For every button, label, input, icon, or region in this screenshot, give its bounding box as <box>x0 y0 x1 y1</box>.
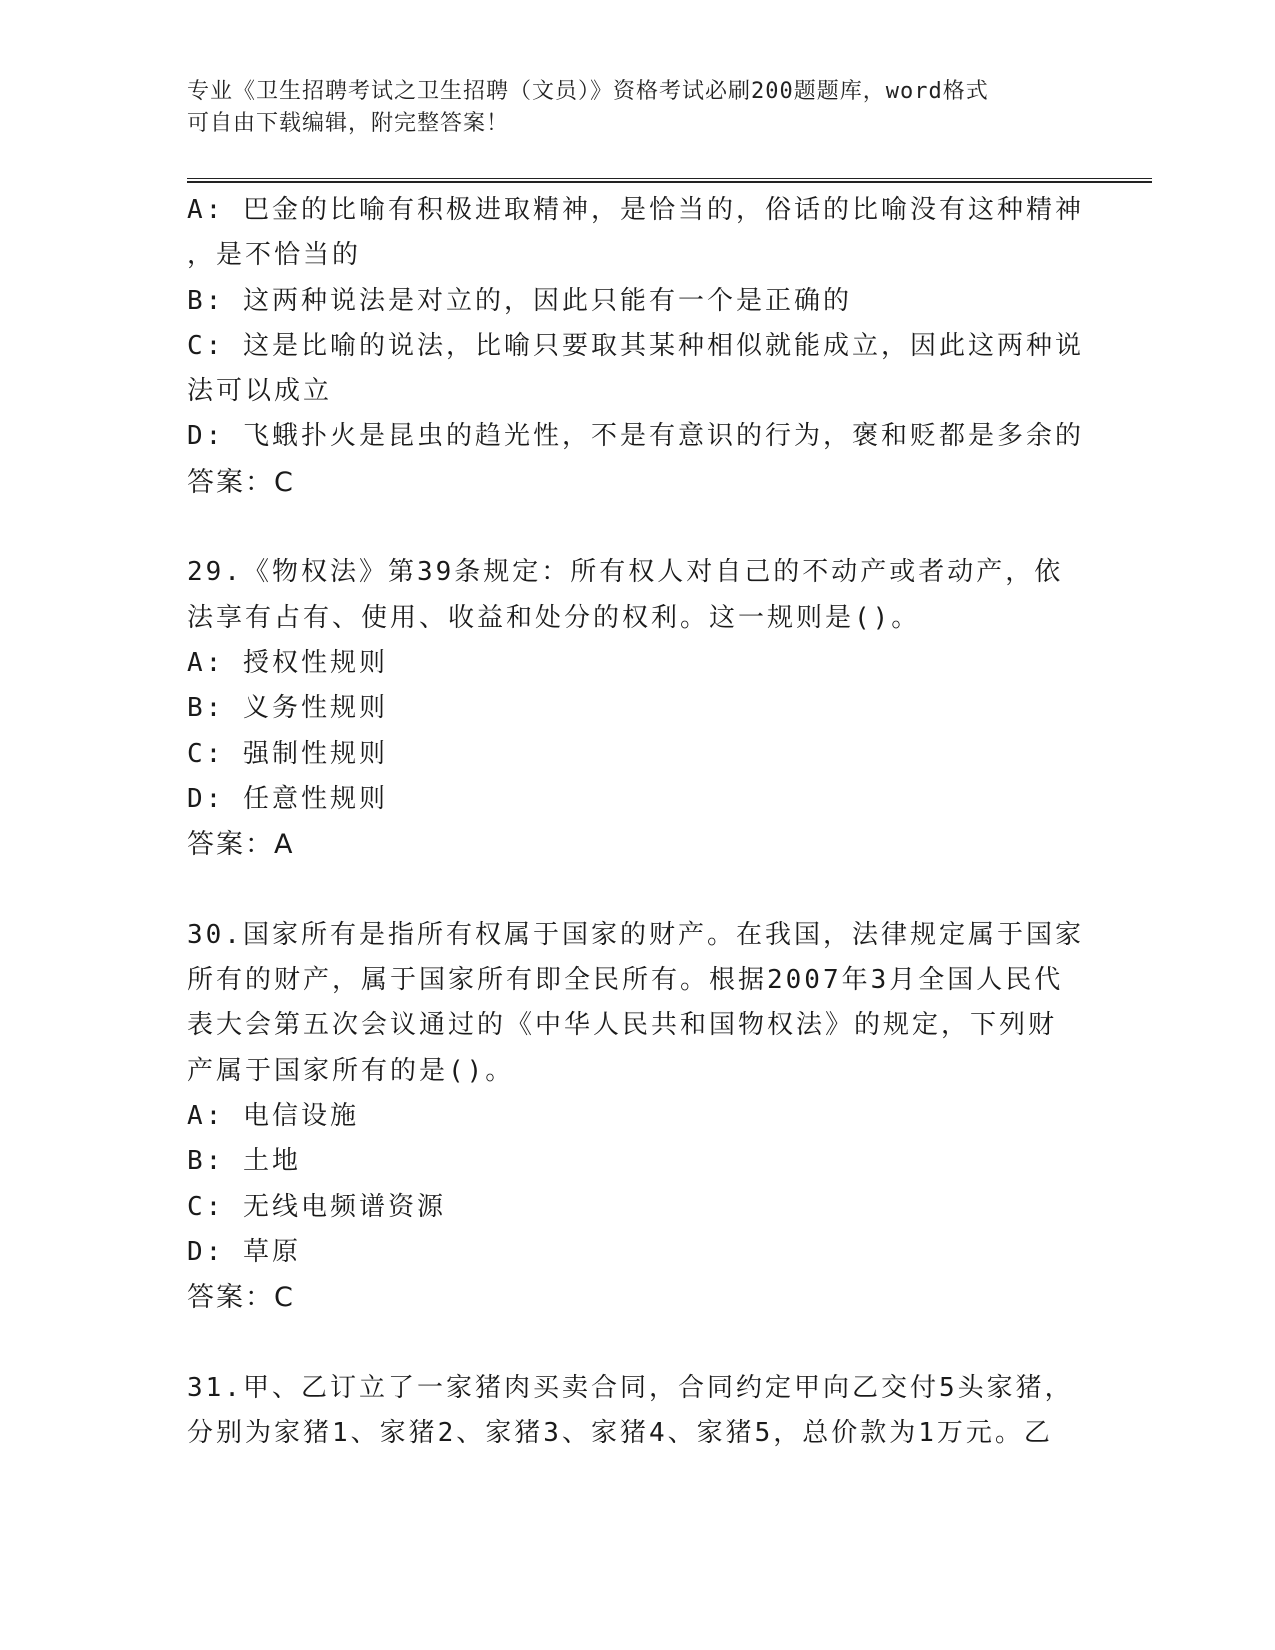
option-d: D: 任意性规则 <box>187 783 388 814</box>
answer-label: 答案：C <box>187 1282 295 1314</box>
option-c: C: 无线电频谱资源 <box>187 1191 446 1222</box>
option-b: B: 土地 <box>187 1146 301 1177</box>
question-block-29 <box>187 550 1087 867</box>
question-block-28 <box>187 188 1087 505</box>
question-content <box>187 188 1087 1456</box>
answer-label: 答案：C <box>187 466 295 498</box>
block-spacer <box>187 505 1087 550</box>
question-stem-line-1: 31.甲、乙订立了一家猪肉买卖合同，合同约定甲向乙交付5头家猪， <box>187 1372 1074 1403</box>
question-stem-line-4: 产属于国家所有的是()。 <box>187 1055 515 1086</box>
question-stem-line-2: 所有的财产，属于国家所有即全民所有。根据2007年3月全国人民代 <box>187 965 1064 996</box>
option-c-line-2: 法可以成立 <box>187 376 333 407</box>
question-block-30 <box>187 913 1087 1321</box>
question-stem-line-2: 分别为家猪1、家猪2、家猪3、家猪4、家猪5，总价款为1万元。乙 <box>187 1418 1053 1449</box>
page-header <box>187 76 1087 140</box>
header-divider <box>187 178 1152 183</box>
option-b: B: 义务性规则 <box>187 693 388 724</box>
answer-label: 答案：A <box>187 829 295 861</box>
option-b: B: 这两种说法是对立的，因此只能有一个是正确的 <box>187 285 852 316</box>
header-title-line-2: 可自由下载编辑，附完整答案！ <box>187 111 510 136</box>
header-title-line-1: 专业《卫生招聘考试之卫生招聘（文员）》资格考试必刷200题题库，word格式 <box>187 79 989 104</box>
question-stem-line-1: 30.国家所有是指所有权属于国家的财产。在我国，法律规定属于国家 <box>187 919 1084 950</box>
question-stem-line-1: 29.《物权法》第39条规定：所有权人对自己的不动产或者动产，依 <box>187 557 1064 588</box>
question-stem-line-3: 表大会第五次会议通过的《中华人民共和国物权法》的规定，下列财 <box>187 1010 1058 1041</box>
document-page <box>187 0 1152 1650</box>
option-a: A: 电信设施 <box>187 1100 359 1131</box>
option-c-line-1: C: 这是比喻的说法，比喻只要取其某种相似就能成立，因此这两种说 <box>187 330 1084 361</box>
question-block-31 <box>187 1366 1087 1457</box>
option-d: D: 飞蛾扑火是昆虫的趋光性，不是有意识的行为，褒和贬都是多余的 <box>187 421 1084 452</box>
option-d: D: 草原 <box>187 1236 301 1267</box>
block-spacer <box>187 867 1087 912</box>
option-a-line-1: A: 巴金的比喻有积极进取精神，是恰当的，俗话的比喻没有这种精神 <box>187 195 1084 225</box>
option-a: A: 授权性规则 <box>187 647 388 678</box>
question-stem-line-2: 法享有占有、使用、收益和处分的权利。这一规则是()。 <box>187 602 921 633</box>
option-a-line-2: ，是不恰当的 <box>187 240 362 271</box>
block-spacer <box>187 1320 1087 1365</box>
option-c: C: 强制性规则 <box>187 738 388 769</box>
